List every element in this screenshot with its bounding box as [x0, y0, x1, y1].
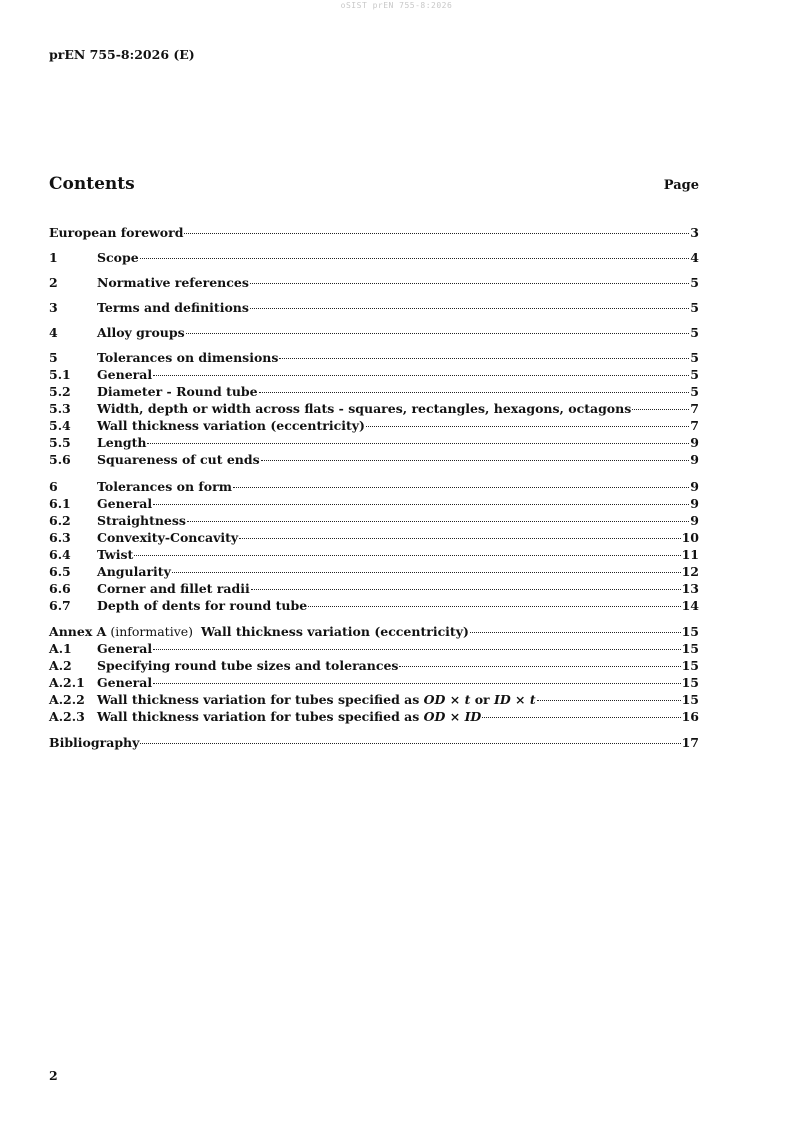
- toc-entry[interactable]: [49, 735, 699, 752]
- toc-entry[interactable]: [49, 658, 699, 675]
- toc-page-number: 4: [690, 250, 699, 265]
- toc-number: 5.5: [49, 435, 71, 450]
- toc-title: Terms and definitions: [97, 300, 249, 315]
- toc-number: 6.3: [49, 530, 71, 545]
- document-id: prEN 755-8:2026 (E): [49, 47, 195, 62]
- toc-number: 5.1: [49, 367, 71, 382]
- toc-number: 5.6: [49, 452, 71, 467]
- toc-title: Normative references: [97, 275, 249, 290]
- toc-leader: [470, 632, 681, 633]
- toc-number: 6.2: [49, 513, 71, 528]
- toc-leader: [172, 572, 681, 573]
- toc-entry[interactable]: [49, 325, 699, 342]
- toc-leader: [250, 283, 689, 284]
- toc-title: Tolerances on form: [97, 479, 232, 494]
- toc-title: European foreword: [49, 225, 184, 240]
- toc-title: General: [97, 675, 153, 690]
- toc-entry[interactable]: [49, 513, 699, 530]
- toc-leader: [233, 487, 689, 488]
- toc-page-number: 12: [681, 564, 699, 579]
- toc-title: Corner and fillet radii: [97, 581, 250, 596]
- toc-title: Wall thickness variation (eccentricity): [97, 418, 365, 433]
- toc-title: Depth of dents for round tube: [97, 598, 308, 613]
- toc-leader: [153, 375, 689, 376]
- toc-leader: [184, 233, 689, 234]
- toc-title: Length: [97, 435, 147, 450]
- toc-title: Convexity-Concavity: [97, 530, 239, 545]
- toc-page-number: 3: [690, 225, 699, 240]
- toc-title: Twist: [97, 547, 134, 562]
- toc-number: 5.4: [49, 418, 71, 433]
- toc-page-number: 15: [681, 624, 699, 639]
- toc-title: Angularity: [97, 564, 171, 579]
- toc-page-number: 7: [690, 401, 699, 416]
- contents-header: [49, 174, 699, 194]
- toc-number: 2: [49, 275, 58, 290]
- toc-entry[interactable]: [49, 624, 699, 641]
- toc-leader: [366, 426, 689, 427]
- toc-leader: [140, 258, 690, 259]
- toc-entry[interactable]: [49, 641, 699, 658]
- toc-page-number: 5: [690, 367, 699, 382]
- toc-number: 6.6: [49, 581, 71, 596]
- toc-page-number: 15: [681, 675, 699, 690]
- toc-annex-kind: (informative): [106, 624, 201, 639]
- toc-entry[interactable]: [49, 275, 699, 292]
- page-column-label: Page: [663, 178, 699, 193]
- toc-number: A.1: [49, 641, 72, 656]
- toc-title-part: OD: [423, 692, 446, 707]
- toc-number: A.2.2: [49, 692, 85, 707]
- toc-title: Straightness: [97, 513, 186, 528]
- toc-leader: [153, 683, 680, 684]
- toc-page-number: 10: [681, 530, 699, 545]
- toc-title-part: t: [464, 692, 471, 707]
- toc-entry[interactable]: [49, 496, 699, 513]
- toc-number: 6: [49, 479, 58, 494]
- toc-page-number: 5: [690, 384, 699, 399]
- toc-number: 6.5: [49, 564, 71, 579]
- toc-entry[interactable]: [49, 435, 699, 452]
- toc-entry[interactable]: [49, 709, 699, 726]
- toc-title-part: ×: [445, 709, 465, 724]
- toc-entry[interactable]: [49, 418, 699, 435]
- toc-leader: [239, 538, 680, 539]
- toc-entry[interactable]: [49, 384, 699, 401]
- toc-leader: [537, 700, 681, 701]
- toc-leader: [399, 666, 680, 667]
- toc-leader: [153, 649, 680, 650]
- toc-entry[interactable]: [49, 581, 699, 598]
- toc-entry[interactable]: [49, 547, 699, 564]
- toc-title-part: ID: [494, 692, 511, 707]
- toc-leader: [140, 743, 680, 744]
- toc-title: Squareness of cut ends: [97, 452, 260, 467]
- toc-number: 4: [49, 325, 58, 340]
- toc-annex-label: Annex A: [49, 624, 107, 639]
- toc-entry[interactable]: [49, 692, 699, 709]
- toc-page-number: 5: [690, 350, 699, 365]
- toc-title-part: ×: [445, 692, 465, 707]
- toc-number: 6.1: [49, 496, 71, 511]
- toc-entry[interactable]: [49, 401, 699, 418]
- toc-title: Tolerances on dimensions: [97, 350, 279, 365]
- toc-leader: [279, 358, 689, 359]
- toc-entry[interactable]: [49, 300, 699, 317]
- toc-entry[interactable]: [49, 598, 699, 615]
- toc-title: Specifying round tube sizes and tolerances: [97, 658, 399, 673]
- toc-title: General: [97, 367, 153, 382]
- toc-page-number: 15: [681, 692, 699, 707]
- toc-number: A.2.3: [49, 709, 85, 724]
- toc-leader: [259, 392, 690, 393]
- toc-number: A.2.1: [49, 675, 85, 690]
- toc-page-number: 15: [681, 641, 699, 656]
- toc-leader: [134, 555, 680, 556]
- toc-leader: [632, 409, 689, 410]
- toc-leader: [482, 717, 680, 718]
- toc-leader: [250, 308, 689, 309]
- toc-page-number: 15: [681, 658, 699, 673]
- toc-number: 6.4: [49, 547, 71, 562]
- toc-title-part: Wall thickness variation for tubes specified as: [97, 692, 424, 707]
- toc-entry[interactable]: [49, 367, 699, 384]
- toc-number: 5: [49, 350, 58, 365]
- toc-leader: [187, 521, 689, 522]
- toc-page-number: 17: [681, 735, 699, 750]
- toc-entry[interactable]: [49, 675, 699, 692]
- toc-title-part: or: [470, 692, 494, 707]
- toc-number: 5.3: [49, 401, 71, 416]
- toc-page-number: 9: [690, 435, 699, 450]
- toc-title: Diameter - Round tube: [97, 384, 258, 399]
- toc-leader: [147, 443, 689, 444]
- toc-page-number: 9: [690, 479, 699, 494]
- toc-number: 6.7: [49, 598, 71, 613]
- toc-number: 5.2: [49, 384, 71, 399]
- toc-title-part: ID: [464, 709, 482, 724]
- toc-page-number: 5: [690, 300, 699, 315]
- toc-entry[interactable]: [49, 250, 699, 267]
- toc-entry[interactable]: [49, 452, 699, 469]
- toc-title: Scope: [97, 250, 139, 265]
- toc-page-number: 13: [681, 581, 699, 596]
- toc-title: [97, 692, 536, 707]
- toc-page-number: 5: [690, 325, 699, 340]
- toc-page-number: 16: [681, 709, 699, 724]
- toc-title: [97, 709, 481, 724]
- toc-title: General: [97, 641, 153, 656]
- toc-title: Width, depth or width across flats - squares, rectangles, hexagons, octagons: [97, 401, 632, 416]
- toc-page-number: 5: [690, 275, 699, 290]
- footer-page-number: 2: [49, 1068, 58, 1083]
- toc-title: General: [97, 496, 153, 511]
- toc-entry[interactable]: [49, 350, 699, 367]
- toc-page-number: 14: [681, 598, 699, 613]
- toc-page-number: 9: [690, 496, 699, 511]
- toc-page-number: 11: [681, 547, 699, 562]
- toc-title-part: Wall thickness variation for tubes specified as: [97, 709, 424, 724]
- toc-number: 1: [49, 250, 58, 265]
- toc-entry[interactable]: [49, 225, 699, 242]
- toc-leader: [153, 504, 689, 505]
- toc-page-number: 9: [690, 452, 699, 467]
- toc-leader: [186, 333, 690, 334]
- toc-title-part: t: [529, 692, 536, 707]
- toc-entry[interactable]: [49, 564, 699, 581]
- toc-title: Wall thickness variation (eccentricity): [200, 624, 469, 639]
- toc-entry[interactable]: [49, 530, 699, 547]
- toc-title-part: OD: [423, 709, 446, 724]
- toc-entry[interactable]: [49, 479, 699, 496]
- toc-number: A.2: [49, 658, 72, 673]
- toc-leader: [251, 589, 681, 590]
- toc-title: Alloy groups: [97, 325, 185, 340]
- toc-number: 3: [49, 300, 58, 315]
- contents-title: Contents: [49, 174, 135, 194]
- toc-leader: [308, 606, 680, 607]
- toc-page-number: 7: [690, 418, 699, 433]
- watermark: oSIST prEN 755-8:2026: [340, 1, 453, 10]
- toc-title-part: ×: [510, 692, 530, 707]
- toc-title: Bibliography: [49, 735, 140, 750]
- toc-leader: [261, 460, 690, 461]
- toc-page-number: 9: [690, 513, 699, 528]
